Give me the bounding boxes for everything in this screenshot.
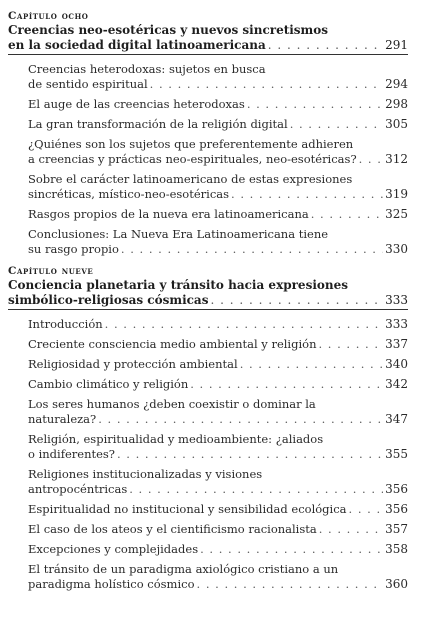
entry-row bbox=[28, 522, 408, 537]
chapter-label: Capítulo ocho bbox=[8, 10, 89, 22]
toc-entry bbox=[28, 377, 408, 392]
entry-line: El tránsito de un paradigma axiológico cristiano a un bbox=[28, 562, 339, 576]
dot-leader bbox=[247, 97, 383, 112]
entry-line: El caso de los ateos y el cientificismo racionalista bbox=[28, 522, 317, 536]
toc-entry bbox=[28, 62, 408, 92]
chapter-label: Capítulo nueve bbox=[8, 265, 94, 277]
entry-row bbox=[28, 117, 408, 132]
entry-line: Excepciones y complejidades bbox=[28, 542, 199, 556]
entry-line: sincréticas, místico-neo-esotéricas bbox=[28, 187, 230, 201]
toc-entry bbox=[28, 137, 408, 167]
dot-leader bbox=[349, 502, 384, 517]
entry-row bbox=[28, 377, 408, 392]
page-number: 333 bbox=[385, 317, 408, 331]
entry-line: naturaleza? bbox=[28, 412, 97, 426]
toc-entry bbox=[28, 357, 408, 372]
page-number: 357 bbox=[385, 522, 408, 536]
dot-leader bbox=[190, 377, 383, 392]
toc-entry bbox=[28, 337, 408, 352]
page-number: 291 bbox=[385, 38, 408, 52]
entry-line: Religión, espiritualidad y medioambiente: ¿aliados bbox=[28, 432, 324, 446]
entry-row bbox=[28, 207, 408, 222]
page-number: 347 bbox=[385, 412, 408, 426]
entry-line: o indiferentes? bbox=[28, 447, 115, 461]
page-number: 358 bbox=[385, 542, 408, 556]
chapter-title-underline bbox=[8, 309, 408, 310]
dot-leader bbox=[240, 357, 383, 372]
entry-row bbox=[28, 152, 408, 167]
entry-line: Espiritualidad no institucional y sensibilidad ecológica bbox=[28, 502, 347, 516]
page-number: 298 bbox=[385, 97, 408, 111]
entry-line: Conclusiones: La Nueva Era Latinoamericana tiene bbox=[28, 227, 329, 241]
entry-line: Introducción bbox=[28, 317, 103, 331]
toc-entry bbox=[28, 522, 408, 537]
chapter-title-line: Creencias neo-esotéricas y nuevos sincretismos bbox=[8, 23, 329, 37]
page-number: 312 bbox=[385, 152, 408, 166]
toc-entry bbox=[28, 117, 408, 132]
chapter-title-row bbox=[8, 293, 408, 308]
toc-entry bbox=[28, 207, 408, 222]
entry-row bbox=[28, 242, 408, 257]
chapter-section bbox=[8, 264, 408, 592]
dot-leader bbox=[105, 317, 383, 332]
entry-line: El auge de las creencias heterodoxas bbox=[28, 97, 245, 111]
page-number: 325 bbox=[385, 207, 408, 221]
dot-leader bbox=[150, 77, 383, 92]
toc-entry bbox=[28, 397, 408, 427]
entry-line: La gran transformación de la religión digital bbox=[28, 117, 288, 131]
entry-row bbox=[28, 447, 408, 462]
dot-leader bbox=[210, 293, 383, 308]
page-number: 342 bbox=[385, 377, 408, 391]
toc-entry bbox=[28, 542, 408, 557]
table-of-contents bbox=[8, 9, 408, 599]
dot-leader bbox=[268, 38, 383, 53]
entry-row bbox=[28, 577, 408, 592]
page-number: 340 bbox=[385, 357, 408, 371]
entry-line: de sentido espiritual bbox=[28, 77, 148, 91]
page-number: 319 bbox=[385, 187, 408, 201]
dot-leader bbox=[290, 117, 383, 132]
dot-leader bbox=[98, 412, 383, 427]
toc-entry bbox=[28, 467, 408, 497]
entry-line: Creencias heterodoxas: sujetos en busca bbox=[28, 62, 266, 76]
entry-line: Religiones institucionalizadas y visiones bbox=[28, 467, 263, 481]
dot-leader bbox=[231, 187, 383, 202]
chapter-title-underline bbox=[8, 54, 408, 55]
toc-entry bbox=[28, 317, 408, 332]
page-number: 360 bbox=[385, 577, 408, 591]
entry-line: su rasgo propio bbox=[28, 242, 119, 256]
page-number: 337 bbox=[385, 337, 408, 351]
entry-line: Rasgos propios de la nueva era latinoamericana bbox=[28, 207, 309, 221]
page-number: 305 bbox=[385, 117, 408, 131]
toc-entry bbox=[28, 562, 408, 592]
toc-entry bbox=[28, 432, 408, 462]
entry-line: Cambio climático y religión bbox=[28, 377, 189, 391]
chapter-title bbox=[8, 278, 408, 308]
entry-list bbox=[28, 62, 408, 257]
page-number: 330 bbox=[385, 242, 408, 256]
dot-leader bbox=[200, 542, 383, 557]
entry-line: a creencias y prácticas neo-espirituales, neo-esotéricas? bbox=[28, 152, 357, 166]
toc-entry bbox=[28, 172, 408, 202]
page-number: 355 bbox=[385, 447, 408, 461]
entry-row bbox=[28, 77, 408, 92]
page-number: 294 bbox=[385, 77, 408, 91]
entry-row bbox=[28, 97, 408, 112]
entry-line: paradigma holístico cósmico bbox=[28, 577, 195, 591]
entry-row bbox=[28, 412, 408, 427]
entry-row bbox=[28, 317, 408, 332]
dot-leader bbox=[318, 337, 383, 352]
chapter-title-line: simbólico-religiosas cósmicas bbox=[8, 293, 209, 307]
dot-leader bbox=[311, 207, 383, 222]
dot-leader bbox=[121, 242, 383, 257]
entry-line: Creciente consciencia medio ambiental y religión bbox=[28, 337, 317, 351]
toc-entry bbox=[28, 227, 408, 257]
toc-entry bbox=[28, 502, 408, 517]
entry-row bbox=[28, 502, 408, 517]
entry-row bbox=[28, 337, 408, 352]
chapter-title-line: en la sociedad digital latinoamericana bbox=[8, 38, 266, 52]
entry-line: Los seres humanos ¿deben coexistir o dominar la bbox=[28, 397, 316, 411]
page-number: 356 bbox=[385, 502, 408, 516]
toc-entry bbox=[28, 97, 408, 112]
entry-line: Sobre el carácter latinoamericano de estas expresiones bbox=[28, 172, 353, 186]
dot-leader bbox=[319, 522, 383, 537]
chapter-section bbox=[8, 9, 408, 257]
page-number: 333 bbox=[385, 293, 408, 307]
dot-leader bbox=[117, 447, 383, 462]
dot-leader bbox=[197, 577, 384, 592]
page-number: 356 bbox=[385, 482, 408, 496]
chapter-title-line: Conciencia planetaria y tránsito hacia expresiones bbox=[8, 278, 349, 292]
entry-line: ¿Quiénes son los sujetos que preferentemente adhieren bbox=[28, 137, 354, 151]
entry-row bbox=[28, 187, 408, 202]
entry-line: antropocéntricas bbox=[28, 482, 128, 496]
entry-list bbox=[28, 317, 408, 592]
entry-row bbox=[28, 357, 408, 372]
dot-leader bbox=[129, 482, 383, 497]
entry-row bbox=[28, 542, 408, 557]
entry-line: Religiosidad y protección ambiental bbox=[28, 357, 238, 371]
chapter-title bbox=[8, 23, 408, 53]
dot-leader bbox=[359, 152, 383, 167]
chapter-title-row bbox=[8, 38, 408, 53]
entry-row bbox=[28, 482, 408, 497]
